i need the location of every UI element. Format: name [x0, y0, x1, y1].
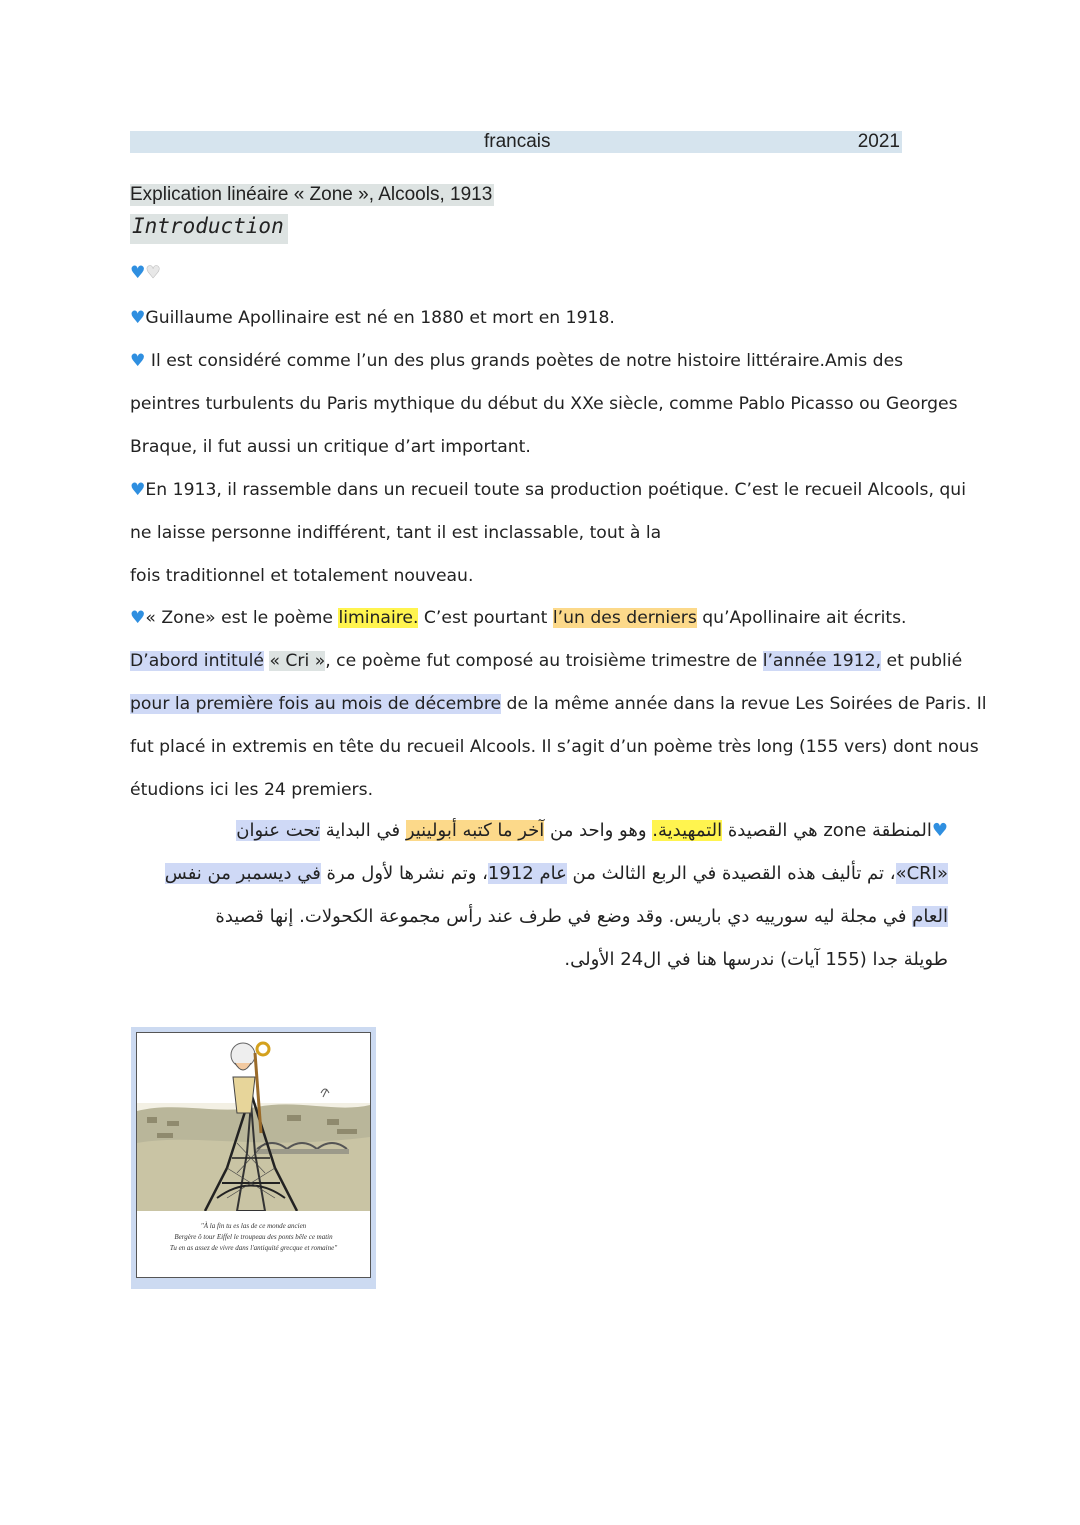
paragraph-2-line-3: Braque, il fut aussi un critique d’art important.	[130, 437, 531, 457]
white-heart-icon: ♥	[145, 263, 161, 283]
paragraph-4-line-3	[130, 692, 987, 716]
highlight-blue: العام	[912, 906, 948, 927]
text: C’est pourtant	[418, 608, 553, 628]
paragraph-3-line-3: fois traditionnel et totalement nouveau.	[130, 566, 474, 586]
highlight-blue: تحت عنوان	[236, 820, 320, 841]
caption-line: "À la fin tu es las de ce monde ancien	[200, 1222, 307, 1230]
comic-panel	[136, 1032, 371, 1278]
highlight-gray: « Cri »	[269, 651, 326, 671]
paragraph-1	[130, 306, 615, 330]
header-year: 2021	[857, 131, 900, 152]
paragraph-2-line-1	[130, 349, 903, 373]
text: « Zone» est le poème	[145, 608, 339, 628]
paragraph-1-text: Guillaume Apollinaire est né en 1880 et mort en 1918.	[145, 308, 615, 328]
blue-heart-icon: ♥	[130, 263, 146, 283]
blue-heart-icon: ♥	[130, 480, 146, 500]
comic-image	[131, 1027, 376, 1289]
highlight-blue: ديسمبر من نفس	[164, 863, 298, 884]
blue-heart-icon: ♥	[130, 608, 146, 628]
highlight-yellow: liminaire.	[338, 608, 419, 628]
paragraph-4-line-1	[130, 606, 907, 630]
text: qu’Apollinaire ait écrits.	[696, 608, 907, 628]
text: et publié	[881, 651, 963, 671]
paragraph-3-line-2: ne laisse personne indifférent, tant il est inclassable, tout à la	[130, 523, 662, 543]
paragraph-2-text: Il est considéré comme l’un des plus grands poètes de notre histoire littéraire.Amis des	[145, 351, 904, 371]
highlight-orange: آخر ما كتبه أبولينير	[405, 820, 545, 841]
arabic-line-2	[165, 859, 948, 889]
eiffel-tower-illustration	[137, 1033, 370, 1211]
caption-line: Bergère ô tour Eiffel le troupeau des ponts bêle ce matin	[174, 1233, 333, 1241]
paragraph-4-line-2	[130, 649, 962, 673]
paragraph-3-text: En 1913, il rassemble dans un recueil toute sa production poétique. C’est le recueil Alcools, qui	[145, 480, 966, 500]
header-bar	[130, 131, 902, 153]
highlight-yellow: التمهيدية.	[652, 820, 723, 841]
hearts-row	[130, 261, 161, 285]
arabic-line-1	[236, 816, 948, 846]
arabic-line-4: طويلة جدا (155 آيات) ندرسها هنا في ال24 الأولى.	[564, 949, 948, 970]
text: في مجلة ليه سورييه دي باريس. وقد وضع في طرف عند رأس مجموعة الكحولات. إنها قصيدة	[215, 906, 913, 927]
document-title: Explication linéaire « Zone », Alcools, 1913	[130, 184, 493, 205]
highlight-blue: في	[297, 863, 321, 884]
comic-caption	[137, 1221, 370, 1254]
blue-heart-icon: ♥	[931, 820, 948, 841]
text: ، تم تأليف هذه القصيدة في الربع الثالث من	[566, 863, 896, 884]
blue-heart-icon: ♥	[130, 351, 146, 371]
highlight-blue: عام 1912	[487, 863, 567, 884]
text: وهو واحد من	[544, 820, 653, 841]
paragraph-3-line-1	[130, 478, 966, 502]
arabic-line-3	[215, 902, 948, 932]
text: , ce poème fut composé au troisième trimestre de	[325, 651, 763, 671]
highlight-blue: «CRI»	[895, 863, 948, 884]
caption-line: Tu en as assez de vivre dans l'antiquité grecque et romaine"	[169, 1244, 338, 1252]
paragraph-4-line-4: fut placé in extremis en tête du recueil Alcools. Il s’agit d’un poème très long (155 vers) dont nous	[130, 737, 979, 757]
highlight-blue: D’abord intitulé	[130, 651, 264, 671]
highlight-blue: pour la première fois au mois de décembre	[130, 694, 502, 714]
text: ، وتم نشرها لأول مرة	[320, 863, 488, 884]
text: المنطقة zone هي القصيدة	[722, 820, 932, 841]
paragraph-4-line-5: étudions ici les 24 premiers.	[130, 780, 374, 800]
text: في البداية	[320, 820, 406, 841]
text: de la même année dans la revue Les Soirées de Paris. Il	[501, 694, 987, 714]
blue-heart-icon: ♥	[130, 308, 146, 328]
highlight-blue: l’année 1912,	[762, 651, 882, 671]
paragraph-2-line-2: peintres turbulents du Paris mythique du début du XXe siècle, comme Pablo Picasso ou Georges	[130, 394, 958, 414]
section-heading: Introduction	[130, 214, 288, 244]
header-subject: francais	[484, 131, 551, 152]
highlight-orange: l’un des derniers	[552, 608, 697, 628]
